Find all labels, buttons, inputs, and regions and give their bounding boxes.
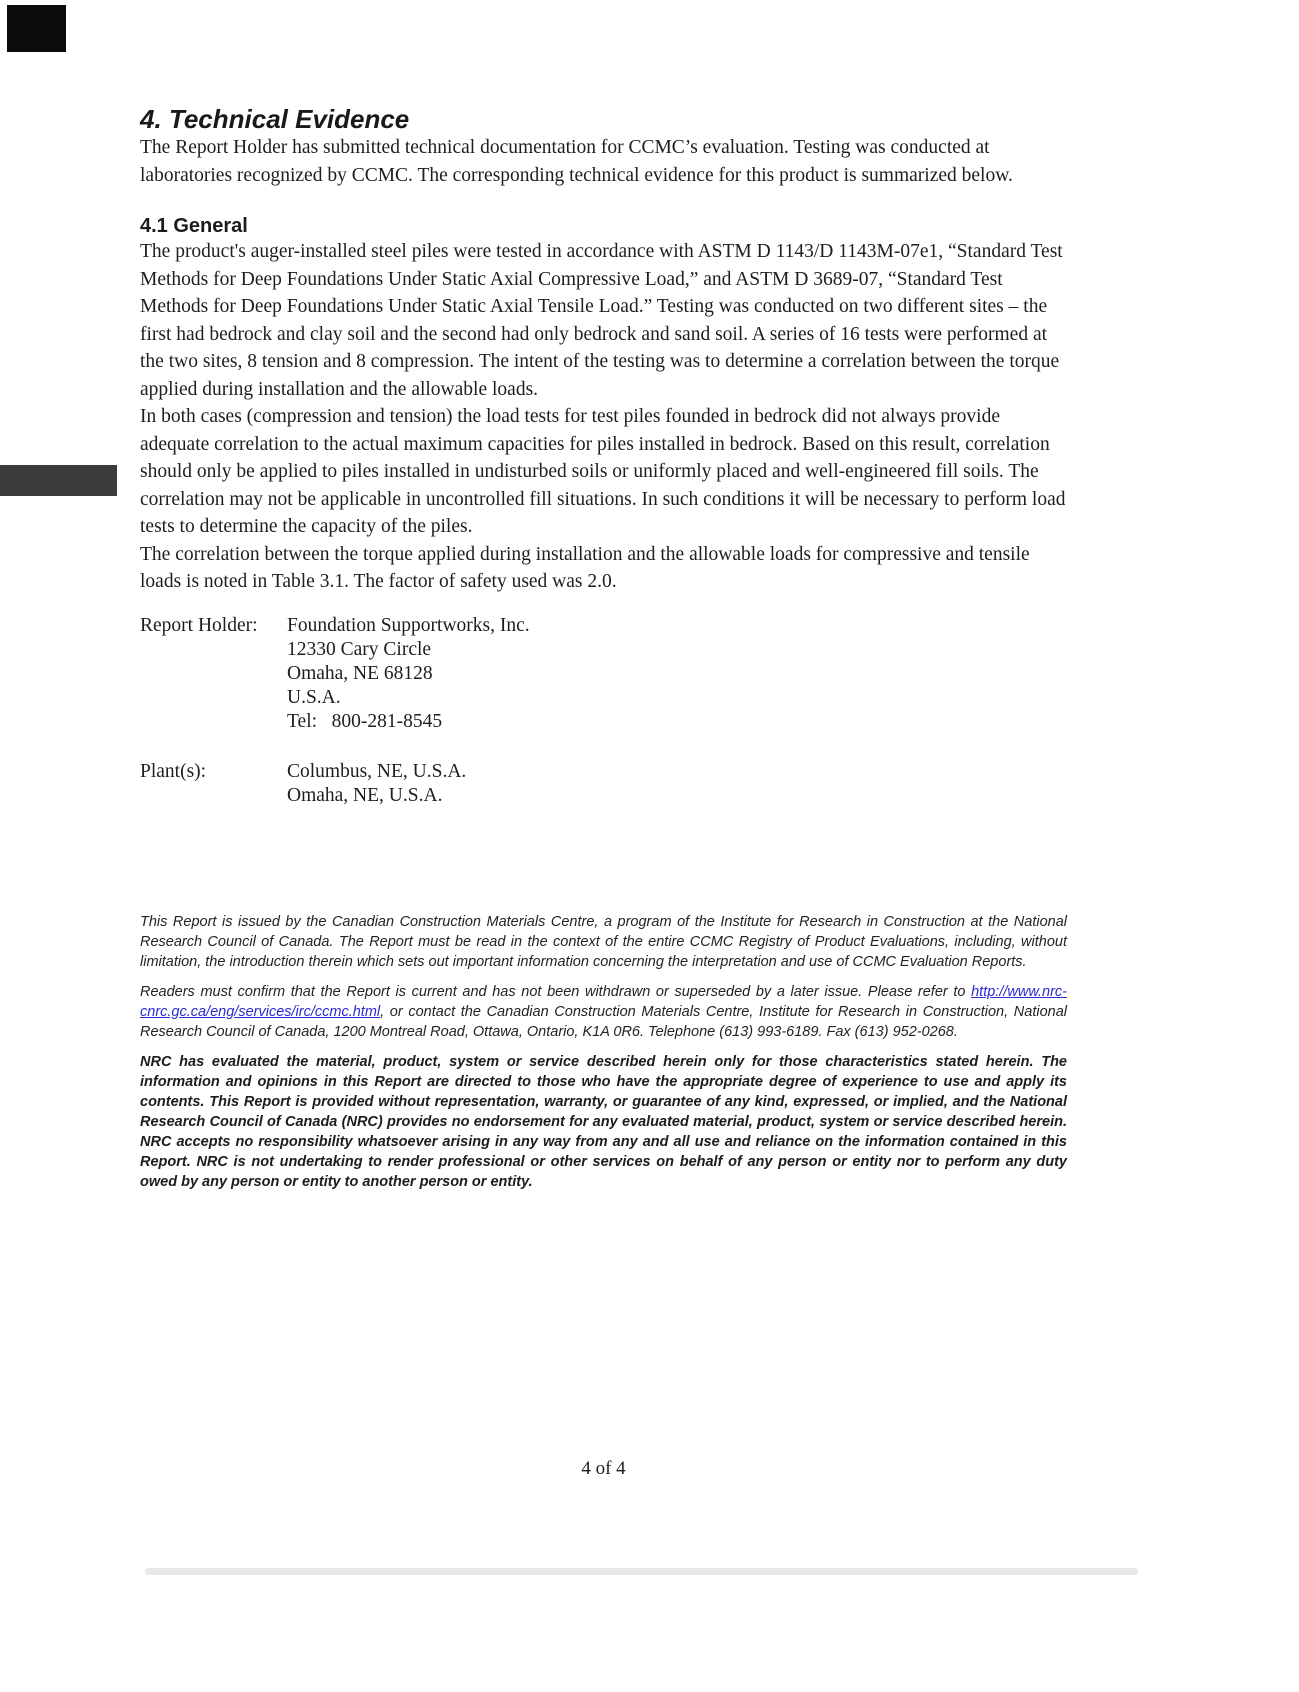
report-holder-name: Foundation Supportworks, Inc. [287, 614, 530, 636]
disclaimer-issued: This Report is issued by the Canadian Construction Materials Centre, a program of the Institute for Research in Construction at the National Research Council of Canada. The Report must be read in the context of the entire CCMC Registry of Product Evaluations, including, without limitation, the introduction therein which sets out important information concerning the interpretation and use of CCMC Evaluation Reports. [140, 913, 1067, 970]
section-title: 4. Technical Evidence [140, 104, 410, 134]
report-holder-city: Omaha, NE 68128 [287, 662, 433, 684]
paragraph-testing: The product's auger-installed steel piles were tested in accordance with ASTM D 1143/D 1143M-07e1, “Standard Test Methods for Deep Foundations Under Static Axial Compressive Load,” and ASTM D 3689-07, “Standard Test Methods for Deep Foundations Under Static Axial Tensile Load.” Testing was conducted on two different sites – the first had bedrock and clay soil and the second had only bedrock and sand soil. A series of 16 tests were performed at the two sites, 8 tension and 8 compression. The intent of the testing was to determine a correlation between the torque applied during installation and the allowable loads. [140, 241, 1063, 400]
scan-artifact-bottom-bar [145, 1568, 1138, 1575]
scan-artifact-top-left [7, 5, 66, 52]
plant-location: Columbus, NE, U.S.A. [287, 760, 467, 782]
plants-values [287, 760, 1067, 808]
report-holder-values [287, 614, 1067, 734]
intro-paragraph: The Report Holder has submitted technical documentation for CCMC’s evaluation. Testing was conducted at laboratories recognized by CCMC. The corresponding technical evidence for this product is summarized below. [140, 137, 1013, 186]
disclaimer-section [140, 912, 1067, 1192]
paragraph-correlation-caveat: In both cases (compression and tension) the load tests for test piles founded in bedrock did not always provide adequate correlation to the actual maximum capacities for piles installed in bedrock. Based on this result, correlation should only be applied to piles installed in undisturbed soils or uniformly placed and well-engineered fill soils. The correlation may not be applicable in uncontrolled fill situations. In such conditions it will be necessary to perform load tests to determine the capacity of the piles. [140, 406, 1066, 537]
disclaimer-nrc: NRC has evaluated the material, product, system or service described herein only for those characteristics stated herein. The information and opinions in this Report are directed to those who have the appropriate degree of experience to use and apply its contents. This Report is provided without representation, warranty, or guarantee of any kind, expressed, or implied, and the National Research Council of Canada (NRC) provides no endorsement for any evaluated material, product, system or service described herein. NRC accepts no responsibility whatsoever arising in any way from any and all use and reliance on the information contained in this Report. NRC is not undertaking to render professional or other services on behalf of any person or entity nor to perform any duty owed by any person or entity to another person or entity. [140, 1053, 1067, 1190]
page-number: 4 of 4 [581, 1458, 626, 1479]
report-holder-country: U.S.A. [287, 686, 341, 708]
report-holder-block [140, 614, 1067, 734]
report-holder-phone: Tel: 800-281-8545 [287, 710, 443, 732]
subsection-title: 4.1 General [140, 215, 248, 237]
disclaimer-readers-text: Readers must confirm that the Report is current and has not been withdrawn or superseded by a later issue. Please refer to [140, 983, 972, 1000]
ccmc-registry-link[interactable]: http://www.nrc-cnrc.gc.ca/eng/services/irc/ccmc.html [140, 983, 1067, 1020]
scan-artifact-left-tab [0, 465, 117, 496]
plant-location: Omaha, NE, U.S.A. [287, 784, 443, 806]
disclaimer-readers-text-cont: , or contact the Canadian Construction Materials Centre, Institute for Research in Construction, National Research Council of Canada, 1200 Montreal Road, Ottawa, Ontario, K1A 0R6. Telephone (613) 993-6189. Fax (613) 952-0268. [140, 1003, 1067, 1040]
paragraph-table-reference: The correlation between the torque applied during installation and the allowable loads for compressive and tensile loads is noted in Table 3.1. The factor of safety used was 2.0. [140, 543, 1030, 592]
report-holder-label: Report Holder: [140, 614, 258, 636]
plants-label: Plant(s): [140, 760, 207, 782]
report-holder-street: 12330 Cary Circle [287, 638, 432, 660]
disclaimer-readers [140, 982, 1067, 1042]
plants-block [140, 760, 1067, 808]
